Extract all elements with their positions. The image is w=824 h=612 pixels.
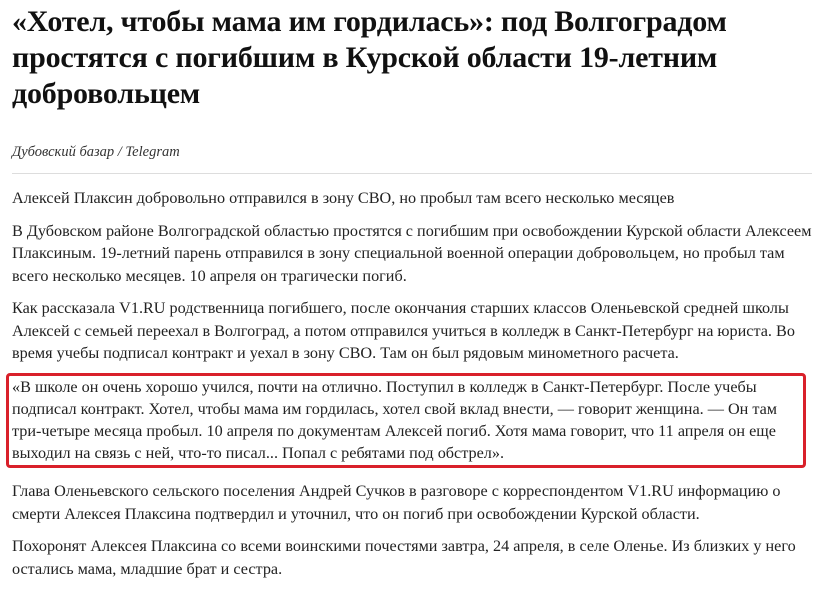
- quote-text: «В школе он очень хорошо учился, почти на отлично. Поступил в колледж в Санкт-Петербург. После учебы подписал контракт. Хотел, чтобы мама им гордилась, хотел свой вклад внести, — говорит женщина. — Он там три-четыре месяца пробыл. 10 апреля по документам Алексей погиб. Хотя мама говорит, что 11 апреля он еще выходил на связь с ней, что-то писал... Попал с ребятами под обстрел».: [12, 377, 778, 463]
- caption-divider: [12, 173, 812, 174]
- highlighted-quote: [6, 373, 806, 469]
- paragraph: Похоронят Алексея Плаксина со всеми воинскими почестями завтра, 24 апреля, в селе Оленье. Из близких у него остались мама, младшие брат и сестра.: [12, 537, 796, 578]
- article-lead: Алексей Плаксин добровольно отправился в зону СВО, но пробыл там всего несколько месяцев: [12, 189, 675, 207]
- paragraph: В Дубовском районе Волгоградской областью простятся с погибшим при освобождении Курской области Алексеем Плаксиным. 19-летний парень отправился в зону специальной военной операции добровольцем, но пробыл там всего несколько месяцев. 10 апреля он трагически погиб.: [12, 221, 812, 285]
- article: [12, 4, 812, 580]
- paragraph: Глава Оленьевского сельского поселения Андрей Сучков в разговоре с корреспондентом V1.RU информацию о смерти Алексея Плаксина подтвердил и уточнил, что он погиб при освобождении Курской области.: [12, 482, 781, 523]
- photo-caption: Дубовский базар / Telegram: [12, 144, 180, 160]
- article-headline: «Хотел, чтобы мама им гордилась»: под Волгоградом простятся с погибшим в Курской области 19-летним добровольцем: [12, 5, 727, 110]
- paragraph: Как рассказала V1.RU родственница погибшего, после окончания старших классов Оленьевской средней школы Алексей с семьей переехал в Волгоград, а потом отправился учиться в колледж в Санкт-Петербург на юриста. Во время учебы подписал контракт и уехал в зону СВО. Там он был рядовым минометного расчета.: [12, 299, 795, 362]
